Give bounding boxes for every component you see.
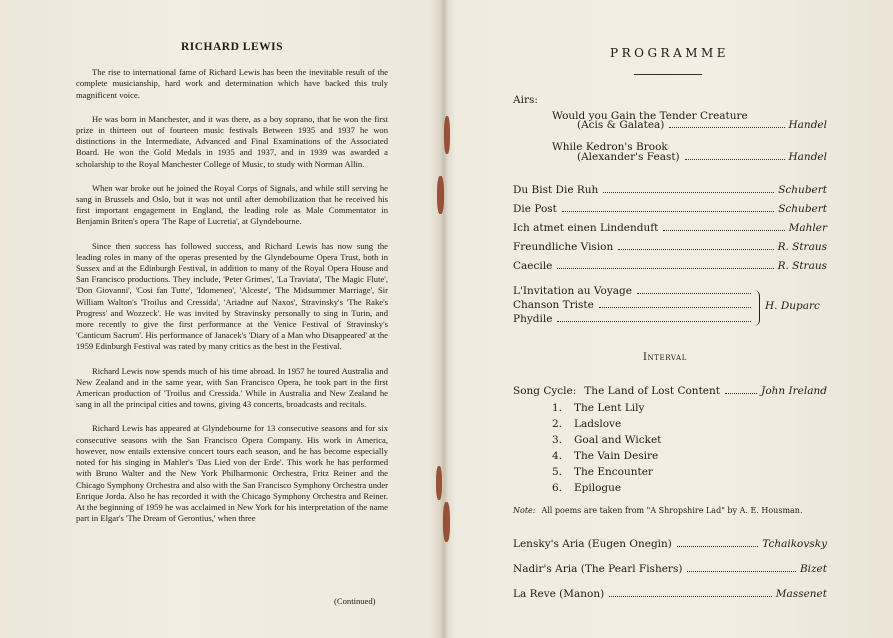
composer: John Ireland — [761, 385, 827, 397]
programme-item — [513, 311, 755, 325]
song-cycle-title: The Land of Lost Content — [584, 385, 720, 397]
footnote-label: Note: — [513, 506, 536, 515]
composer: Handel — [788, 119, 827, 131]
biography-paragraph: Richard Lewis now spends much of his time abroad. In 1957 he toured Australia and New Zealand and in the same year, with San Francisco Opera, he took part in the first American production of 'Troilus and Cressida.' While in Australia and New Zealand he sang in all the principal cities and towns, giving 43 concerts, broadcasts and recitals. — [76, 365, 388, 410]
song-cycle-item — [552, 418, 621, 430]
composer: Tchaikovsky — [762, 538, 827, 550]
dot-leader — [562, 211, 774, 212]
center-fold — [440, 0, 448, 638]
biography-paragraph: The rise to international fame of Richard Lewis has been the inevitable result of the complete musicianship, hard work and determination which have backed this truly magnificent voice. — [76, 67, 388, 100]
programme-item — [513, 283, 755, 297]
song-cycle-item — [552, 434, 661, 446]
song-number: 5. — [552, 466, 563, 478]
song-title: Du Bist Die Ruh — [513, 184, 599, 196]
title-rule — [634, 74, 702, 75]
song-cycle-item — [552, 466, 653, 478]
airs-label: Airs: — [513, 94, 538, 106]
composer: Massenet — [775, 588, 827, 600]
song-number: 4. — [552, 450, 563, 462]
song-title: Freundliche Vision — [513, 241, 614, 253]
biography-paragraph: When war broke out he joined the Royal Corps of Signals, and while still serving he sang in Brussels and Oslo, but it was not until after demobilization that he received his first important engagement in England, the leading role as Male Commentator in Benjamin Briten's opera 'The Rape of Lucretia', at Glyndebourne. — [76, 182, 388, 227]
biography-title: RICHARD LEWIS — [180, 41, 284, 53]
binding-stain — [436, 466, 442, 500]
dot-leader — [677, 546, 758, 547]
binding-stain — [443, 502, 450, 542]
dot-leader — [669, 127, 784, 128]
dot-leader — [618, 249, 773, 250]
song-cycle-label: Song Cycle: — [513, 385, 577, 397]
song-number: 2. — [552, 418, 563, 430]
biography-paragraph: Richard Lewis has appeared at Glyndebourne for 13 consecutive seasons and for six consecutive seasons with the San Francisco Opera Company. His work in America, however, now entails extensive concert tours each season, and he has become especially noted for his singing in Mahler's 'Das Lied von der Erde'. This work he has performed with Bruno Walter and the New York Philharmonic Orchestra, Fritz Reiner and the Chicago Symphony Orchestra and also with the San Francisco Symphony Orchestra under Enrique Jorda. Also he has recorded it with the Chicago Symphony Orchestra and Reiner. At the beginning of 1959 he was acclaimed in New York for his interpretation of the name part in Elgar's 'The Dream of Gerontius,' when three — [76, 423, 388, 524]
dot-leader — [557, 268, 773, 269]
song-cycle-item — [552, 482, 621, 494]
song-title: Caecile — [513, 260, 553, 272]
dot-leader — [663, 230, 784, 231]
dot-leader — [557, 321, 751, 322]
programme-item — [513, 586, 827, 600]
programme-item — [513, 383, 827, 397]
programme-item — [513, 561, 827, 575]
programme-item — [513, 239, 827, 253]
song-title: The Vain Desire — [574, 450, 659, 462]
interval-heading: Interval — [643, 352, 687, 363]
song-title: Phydile — [513, 313, 553, 325]
song-number: 6. — [552, 482, 563, 494]
dot-leader — [599, 307, 751, 308]
air-subtitle: (Alexander's Feast) — [577, 151, 680, 163]
footnote — [513, 506, 803, 515]
song-cycle-item — [552, 450, 658, 462]
composer: Schubert — [778, 184, 827, 196]
composer: Mahler — [788, 222, 827, 234]
dot-leader — [687, 571, 796, 572]
programme-item — [513, 182, 827, 196]
dot-leader — [603, 192, 774, 193]
binding-stain — [437, 176, 444, 214]
biography-paragraph: He was born in Manchester, and it was there, as a boy soprano, that he won the first prize in thirteen out of fourteen music festivals Between 1935 and 1937 he won distinctions in the Intermediate, Advanced and Final Examinations of the Associated Board. He won the Gold Medals in 1935 and 1937, and in 1939 was awarded a scholarship to the Royal Manchester College of Music, to study with Norman Allin. — [76, 113, 388, 169]
composer: Schubert — [778, 203, 827, 215]
air-subtitle: (Acis & Galatea) — [577, 119, 665, 131]
song-title: Chanson Triste — [513, 299, 594, 311]
programme-item — [513, 201, 827, 215]
dot-leader — [637, 293, 751, 294]
dot-leader — [685, 159, 785, 160]
song-title: Epilogue — [574, 482, 622, 494]
programme-item — [513, 258, 827, 272]
song-number: 1. — [552, 402, 563, 414]
programme-item — [577, 117, 827, 131]
song-number: 3. — [552, 434, 563, 446]
programme-item — [513, 536, 827, 550]
song-cycle-item — [552, 402, 644, 414]
programme-item — [577, 149, 827, 163]
song-title: Ladslove — [574, 418, 622, 430]
biography-page — [76, 38, 388, 537]
programme-title: PROGRAMME — [610, 46, 730, 60]
composer: Bizet — [799, 563, 827, 575]
biography-paragraph: Since then success has followed success, and Richard Lewis has now sung the leading roles in many of the operas presented by the Glyndebourne Opera Trust, both in Sussex and at the Edinburgh Festival, in addition to many of the Royal Opera House and San Francisco productions. They include, 'Peter Grimes', 'La Traviata', 'The Magic Flute', 'Don Giovanni', 'Cosi fan Tutte', 'Idomeneo', 'Alceste', 'The Midsummer Marriage', Sir William Walton's 'Troilus and Cressida', 'Ariadne auf Naxos', Stravinsky's 'The Rake's Progress' and Wozzeck'. He was invited by Stravinsky personally to sing in Turin, and more recently to give the first performance at the Venice Festival of Stravinsky's 'Canticum Sacrum'. His performance of Janacek's 'Diary of a Man who Disappeared' at the 1959 Edinburgh Festival was rated by many critics as the best in the Festival. — [76, 240, 388, 352]
footnote-text: All poems are taken from "A Shropshire Lad" by A. E. Housman. — [541, 506, 803, 515]
air-title: While Kedron's Brook — [552, 141, 668, 153]
programme-item — [513, 297, 755, 311]
bracket — [751, 290, 760, 326]
song-title: The Lent Lily — [574, 402, 645, 414]
song-title: Ich atmet einen Lindenduft — [513, 222, 659, 234]
song-title: The Encounter — [574, 466, 653, 478]
song-title: Nadir's Aria (The Pearl Fishers) — [513, 563, 683, 575]
song-title: La Reve (Manon) — [513, 588, 605, 600]
composer: H. Duparc — [765, 300, 820, 312]
song-title: Lensky's Aria (Eugen Onegin) — [513, 538, 672, 550]
song-title: L'Invitation au Voyage — [513, 285, 632, 297]
dot-leader — [609, 596, 772, 597]
continued-label: (Continued) — [334, 596, 376, 606]
song-title: Goal and Wicket — [574, 434, 662, 446]
song-title: Die Post — [513, 203, 557, 215]
composer: R. Straus — [777, 241, 827, 253]
composer: Handel — [788, 151, 827, 163]
binding-stain — [444, 116, 450, 154]
dot-leader — [725, 393, 757, 394]
air-title: Would you Gain the Tender Creature — [552, 110, 748, 122]
programme-item — [513, 220, 827, 234]
composer: R. Straus — [777, 260, 827, 272]
